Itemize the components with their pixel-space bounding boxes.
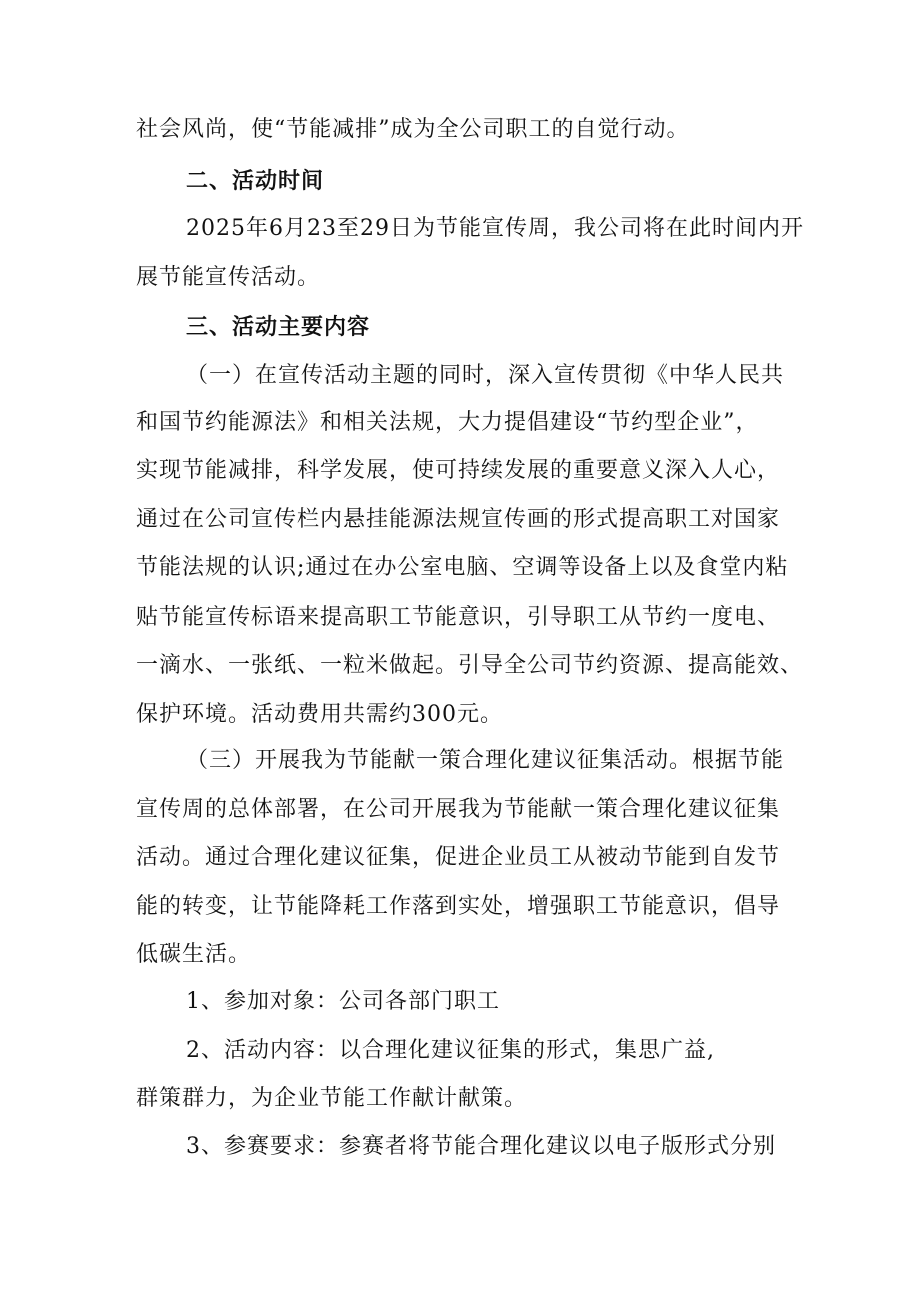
paragraph-line: 通过在公司宣传栏内悬挂能源法规宣传画的形式提高职工对国家 — [136, 507, 781, 532]
paragraph-line: 社会风尚，使“节能减排”成为全公司职工的自觉行动。 — [136, 117, 690, 142]
paragraph-line: 2025年6月23至29日为节能宣传周，我公司将在此时间内开 — [186, 216, 804, 241]
paragraph-line: 贴节能宣传标语来提高职工节能意识，引导职工从节约一度电、 — [136, 605, 781, 630]
paragraph-line: 一滴水、一张纸、一粒米做起。引导全公司节约资源、提高能效、 — [136, 653, 804, 678]
paragraph-line: 宣传周的总体部署，在公司开展我为节能献一策合理化建议征集 — [136, 797, 781, 822]
paragraph-line: （一）在宣传活动主题的同时，深入宣传贯彻《中华人民共 — [186, 363, 785, 388]
paragraph-line: 和国节约能源法》和相关法规，大力提倡建设“节约型企业”， — [136, 410, 759, 435]
section-heading: 二、活动时间 — [186, 169, 325, 194]
paragraph-line: 展节能宣传活动。 — [136, 265, 321, 290]
list-item: 1、参加对象：公司各部门职工 — [186, 989, 500, 1014]
paragraph-line: 低碳生活。 — [136, 942, 252, 967]
paragraph-line: 保护环境。活动费用共需约300元。 — [136, 702, 503, 727]
list-item: 3、参赛要求：参赛者将节能合理化建议以电子版形式分别 — [186, 1134, 776, 1159]
paragraph-line: 能的转变，让节能降耗工作落到实处，增强职工节能意识，倡导 — [136, 894, 781, 919]
section-heading: 三、活动主要内容 — [186, 315, 371, 340]
paragraph-line: 实现节能减排，科学发展，使可持续发展的重要意义深入人心， — [136, 458, 781, 483]
list-item: 2、活动内容：以合理化建议征集的形式，集思广益, — [186, 1038, 715, 1063]
paragraph-line: （三）开展我为节能献一策合理化建议征集活动。根据节能 — [186, 748, 785, 773]
paragraph-line: 活动。通过合理化建议征集，促进企业员工从被动节能到自发节 — [136, 845, 781, 870]
paragraph-line: 节能法规的认识;通过在办公室电脑、空调等设备上以及食堂内粘 — [136, 555, 789, 580]
paragraph-line: 群策群力，为企业节能工作献计献策。 — [136, 1086, 528, 1111]
